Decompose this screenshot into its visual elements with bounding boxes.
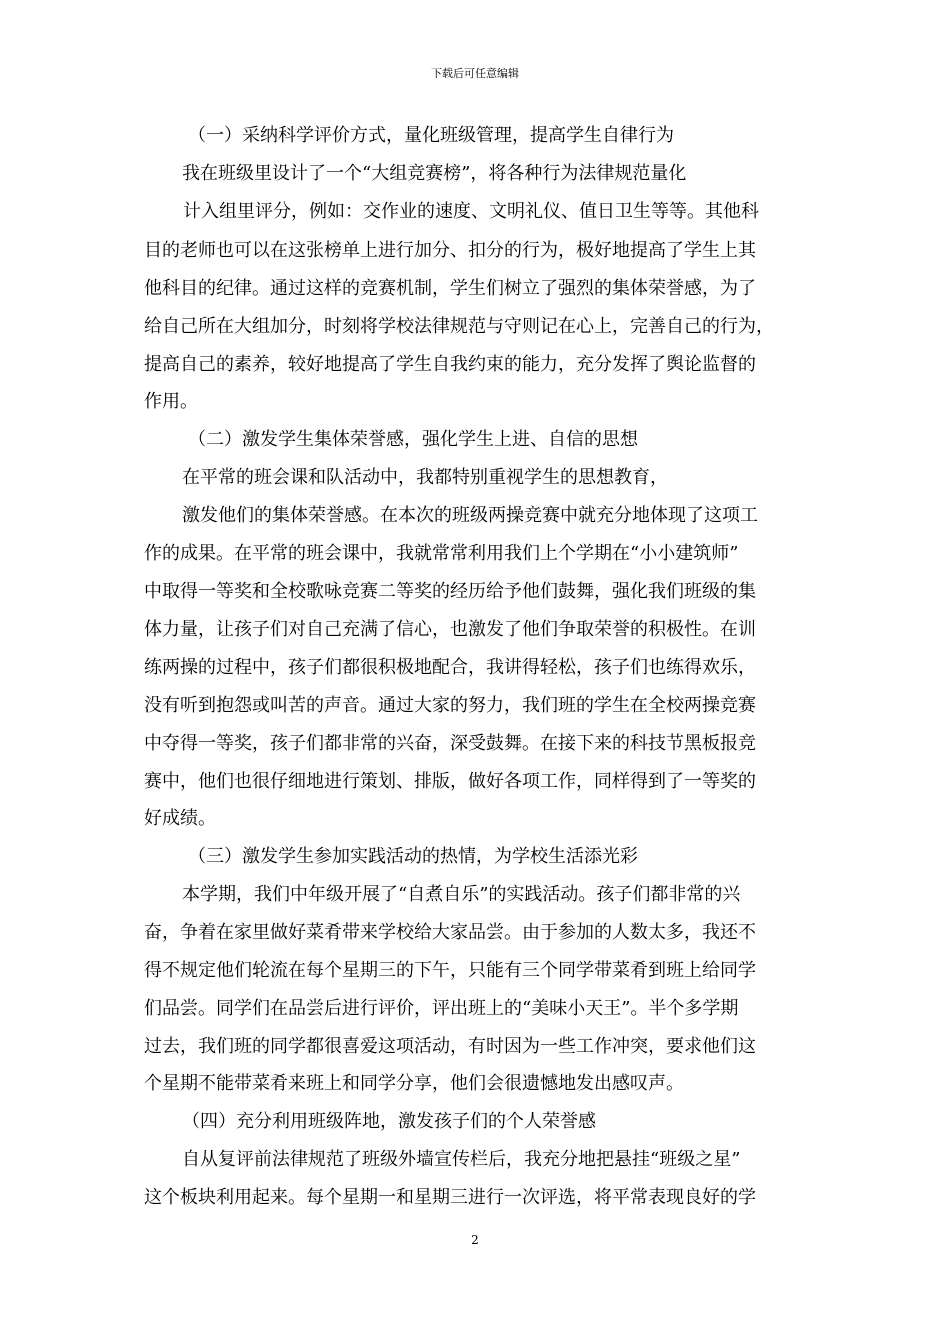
body-line: 在平常的班会课和队活动中，我都特别重视学生的思想教育，: [182, 467, 668, 488]
section-heading-4: （四）充分利用班级阵地，激发孩子们的个人荣誉感: [182, 1111, 596, 1132]
body-line: 提高自己的素养，较好地提高了学生自我约束的能力，充分发挥了舆论监督的: [144, 354, 756, 375]
page-header: 下载后可任意编辑: [431, 67, 519, 80]
body-line: 激发他们的集体荣誉感。在本次的班级两操竞赛中就充分地体现了这项工: [182, 505, 758, 526]
body-line: 中取得一等奖和全校歌咏竞赛二等奖的经历给予他们鼓舞，强化我们班级的集: [144, 581, 756, 602]
body-line: 他科目的纪律。通过这样的竞赛机制，学生们树立了强烈的集体荣誉感，为了: [144, 278, 756, 299]
body-line: 们品尝。同学们在品尝后进行评价，评出班上的“美味小天王”。半个多学期: [144, 998, 739, 1019]
body-line: 目的老师也可以在这张榜单上进行加分、扣分的行为，极好地提高了学生上其: [144, 240, 756, 261]
body-line: 计入组里评分，例如：交作业的速度、文明礼仪、值日卫生等等。其他科: [183, 201, 759, 222]
body-line: 作用。: [144, 391, 198, 412]
body-line: 个星期不能带菜肴来班上和同学分享，他们会很遗憾地发出感叹声。: [144, 1073, 684, 1094]
body-line: 作的成果。在平常的班会课中，我就常常利用我们上个学期在“小小建筑师”: [144, 543, 739, 564]
body-line: 过去，我们班的同学都很喜爱这项活动，有时因为一些工作冲突，要求他们这: [144, 1036, 756, 1057]
body-line: 好成绩。: [144, 808, 216, 829]
body-line: 这个板块利用起来。每个星期一和星期三进行一次评选，将平常表现良好的学: [144, 1187, 756, 1208]
body-line: 练两操的过程中，孩子们都很积极地配合，我讲得轻松，孩子们也练得欢乐，: [144, 657, 756, 678]
section-heading-3: （三）激发学生参加实践活动的热情，为学校生活添光彩: [188, 846, 638, 867]
body-line: 得不规定他们轮流在每个星期三的下午，只能有三个同学带菜肴到班上给同学: [144, 960, 756, 981]
body-line: 没有听到抱怨或叫苦的声音。通过大家的努力，我们班的学生在全校两操竞赛: [144, 695, 756, 716]
body-line: 本学期，我们中年级开展了“自煮自乐”的实践活动。孩子们都非常的兴: [182, 884, 741, 905]
body-line: 奋，争着在家里做好菜肴带来学校给大家品尝。由于参加的人数太多，我还不: [144, 922, 756, 943]
body-line: 体力量，让孩子们对自己充满了信心，也激发了他们争取荣誉的积极性。在训: [144, 619, 756, 640]
body-line: 赛中，他们也很仔细地进行策划、排版，做好各项工作，同样得到了一等奖的: [144, 771, 756, 792]
body-line: 自从复评前法律规范了班级外墙宣传栏后，我充分地把悬挂“班级之星”: [182, 1149, 741, 1170]
body-line: 给自己所在大组加分，时刻将学校法律规范与守则记在心上，完善自己的行为，: [144, 316, 774, 337]
body-line: 中夺得一等奖，孩子们都非常的兴奋，深受鼓舞。在接下来的科技节黑板报竞: [144, 733, 756, 754]
page-number: 2: [471, 1233, 479, 1247]
section-heading-1: （一）采纳科学评价方式，量化班级管理，提高学生自律行为: [188, 125, 674, 146]
body-line: 我在班级里设计了一个“大组竞赛榜”，将各种行为法律规范量化: [182, 163, 687, 184]
section-heading-2: （二）激发学生集体荣誉感，强化学生上进、自信的思想: [188, 429, 638, 450]
